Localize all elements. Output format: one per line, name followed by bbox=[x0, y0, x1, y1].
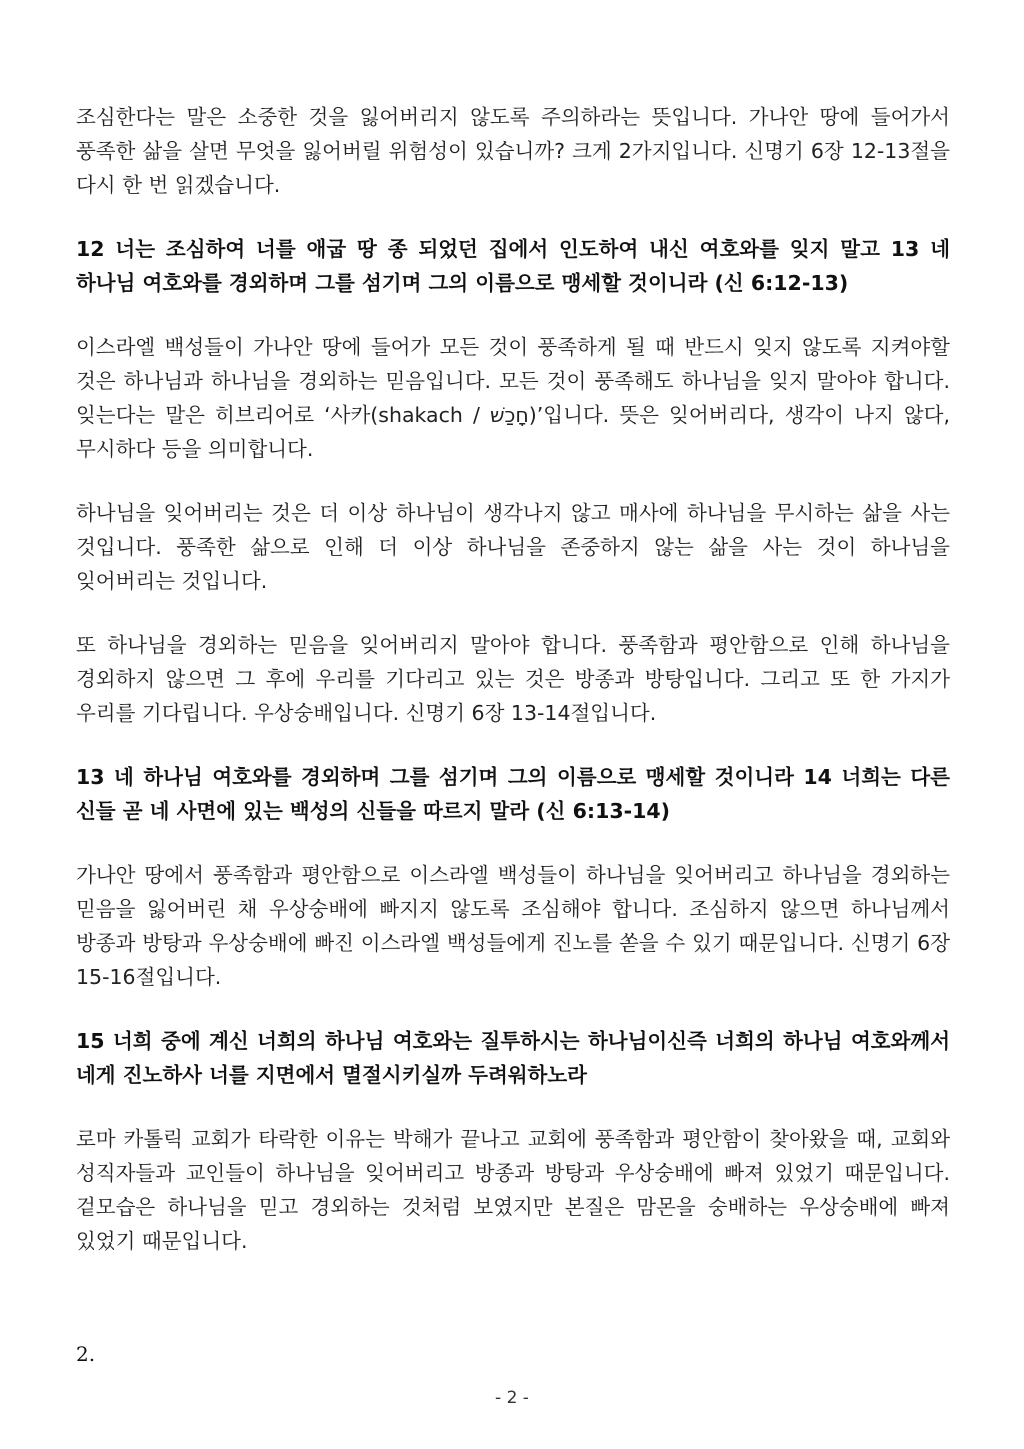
paragraph-1: 조심한다는 말은 소중한 것을 잃어버리지 않도록 주의하라는 뜻입니다. 가나안 땅에 들어가서 풍족한 삶을 살면 무엇을 잃어버릴 위험성이 있습니까? 크게 2가지입니다. 신명기 6장 12-13절을 다시 한 번 읽겠습니다. bbox=[76, 105, 950, 197]
list-number: 2. bbox=[76, 1342, 96, 1366]
scripture-quote-6-13-14: 13 네 하나님 여호와를 경외하며 그를 섬기며 그의 이름으로 맹세할 것이니라 14 너희는 다른 신들 곧 네 사면에 있는 백성의 신들을 따르지 말라 (신 6:13-14) bbox=[76, 765, 950, 823]
paragraph-6: 로마 카톨릭 교회가 타락한 이유는 박해가 끝나고 교회에 풍족함과 평안함이 찾아왔을 때, 교회와 성직자들과 교인들이 하나님을 잊어버리고 방종과 방탕과 우상숭배에 빠져 있었기 때문입니다. 겉모습은 하나님을 믿고 경외하는 것처럼 보였지만 본질은 맘몬을 숭배하는 우상숭배에 빠져 있었기 때문입니다. bbox=[76, 1127, 950, 1253]
paragraph-5: 가나안 땅에서 풍족함과 평안함으로 이스라엘 백성들이 하나님을 잊어버리고 하나님을 경외하는 믿음을 잃어버린 채 우상숭배에 빠지지 않도록 조심해야 합니다. 조심하지 않으면 하나님께서 방종과 방탕과 우상숭배에 빠진 이스라엘 백성들에게 진노를 쏟을 수 있기 때문입니다. 신명기 6장 15-16절입니다. bbox=[76, 863, 950, 989]
scripture-quote-6-15: 15 너희 중에 계신 너희의 하나님 여호와는 질투하시는 하나님이신즉 너희의 하나님 여호와께서 네게 진노하사 너를 지면에서 멸절시키실까 두려워하노라 bbox=[76, 1029, 950, 1087]
page-number: - 2 - bbox=[495, 1388, 529, 1408]
document-body bbox=[76, 100, 950, 1258]
scripture-quote-6-12-13: 12 너는 조심하여 너를 애굽 땅 종 되었던 집에서 인도하여 내신 여호와를 잊지 말고 13 네 하나님 여호와를 경외하며 그를 섬기며 그의 이름으로 맹세할 것이니라 (신 6:12-13) bbox=[76, 237, 950, 295]
paragraph-4: 또 하나님을 경외하는 믿음을 잊어버리지 말아야 합니다. 풍족함과 평안함으로 인해 하나님을 경외하지 않으면 그 후에 우리를 기다리고 있는 것은 방종과 방탕입니다. 그리고 또 한 가지가 우리를 기다립니다. 우상숭배입니다. 신명기 6장 13-14절입니다. bbox=[76, 633, 950, 725]
paragraph-2: 이스라엘 백성들이 가나안 땅에 들어가 모든 것이 풍족하게 될 때 반드시 잊지 않도록 지켜야할 것은 하나님과 하나님을 경외하는 믿음입니다. 모든 것이 풍족해도 하나님을 잊지 말아야 합니다. 잊는다는 말은 히브리어로 ‘사카(shakach / חָכַשׁ)’입니다. 뜻은 잊어버리다, 생각이 나지 않다, 무시하다 등을 의미합니다. bbox=[76, 335, 951, 461]
paragraph-3: 하나님을 잊어버리는 것은 더 이상 하나님이 생각나지 않고 매사에 하나님을 무시하는 삶을 사는 것입니다. 풍족한 삶으로 인해 더 이상 하나님을 존중하지 않는 삶을 사는 것이 하나님을 잊어버리는 것입니다. bbox=[76, 501, 950, 593]
